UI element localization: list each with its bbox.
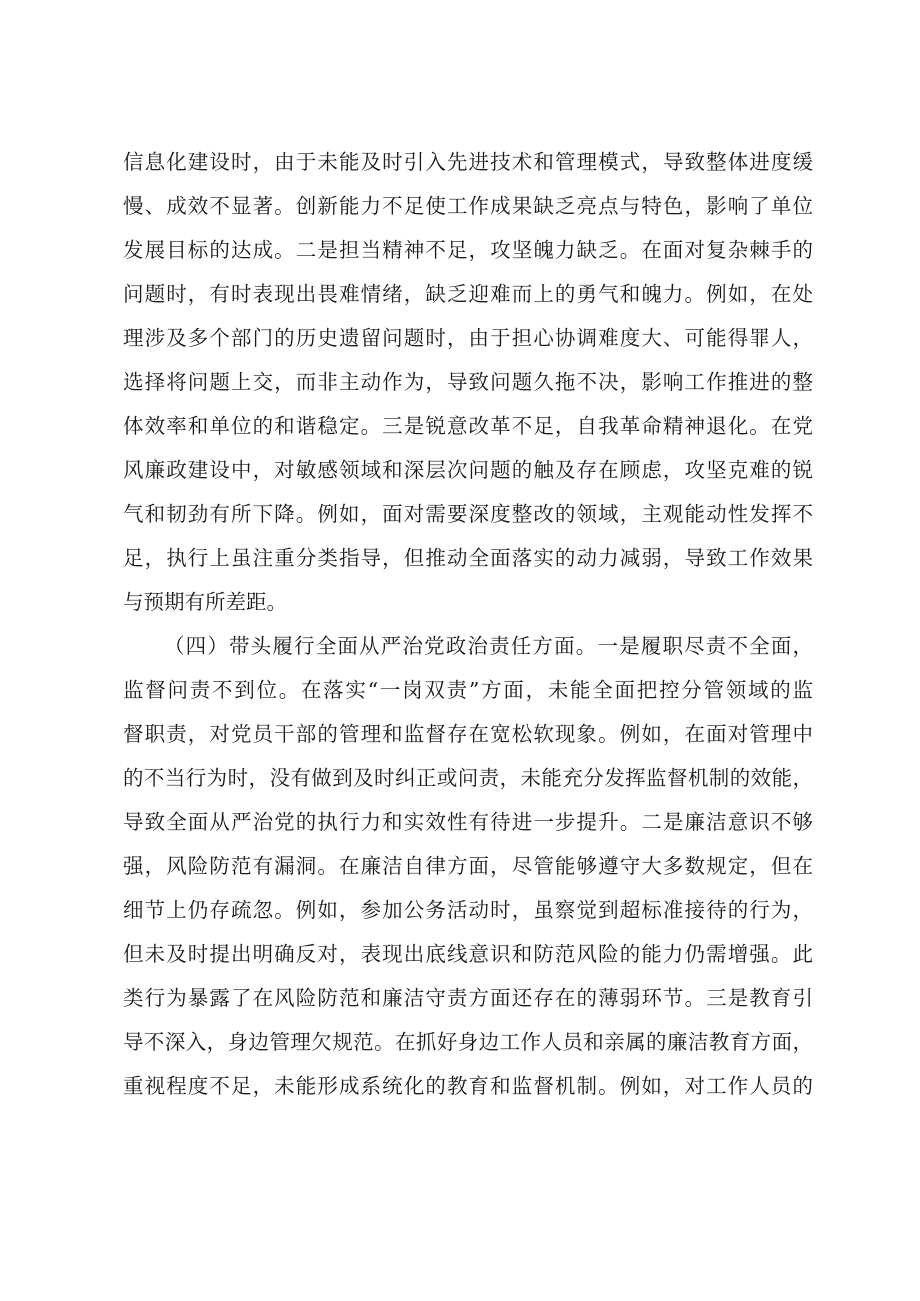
paragraph-2-line-7: 细节上仍存疏忽。例如，参加公务活动时，虽察觉到超标准接待的行为， — [123, 898, 813, 922]
paragraph-2 — [123, 624, 813, 1108]
paragraph-1-line-8: 风廉政建设中，对敏感领域和深层次问题的触及存在顾虑，攻坚克难的锐 — [123, 458, 813, 482]
paragraph-2-line-2: 监督问责不到位。在落实“一岗双责”方面，未能全面把控分管领域的监 — [123, 678, 813, 702]
paragraph-1 — [123, 140, 813, 624]
paragraph-2-line-3: 督职责，对党员干部的管理和监督存在宽松软现象。例如，在面对管理中 — [123, 722, 813, 746]
paragraph-1-line-1: 信息化建设时，由于未能及时引入先进技术和管理模式，导致整体进度缓 — [123, 150, 813, 174]
paragraph-1-line-9: 气和韧劲有所下降。例如，面对需要深度整改的领域，主观能动性发挥不 — [123, 502, 813, 526]
paragraph-1-line-10: 足，执行上虽注重分类指导，但推动全面落实的动力减弱，导致工作效果 — [123, 546, 813, 570]
paragraph-2-line-9: 类行为暴露了在风险防范和廉洁守责方面还存在的薄弱环节。三是教育引 — [123, 986, 813, 1010]
paragraph-1-line-3: 发展目标的达成。二是担当精神不足，攻坚魄力缺乏。在面对复杂棘手的 — [123, 238, 813, 262]
paragraph-2-line-4: 的不当行为时，没有做到及时纠正或问责，未能充分发挥监督机制的效能， — [123, 766, 813, 790]
paragraph-1-line-5: 理涉及多个部门的历史遗留问题时，由于担心协调难度大、可能得罪人， — [123, 326, 813, 350]
paragraph-2-line-1: （四）带头履行全面从严治党政治责任方面。一是履职尽责不全面， — [164, 634, 813, 658]
paragraph-2-line-11: 重视程度不足，未能形成系统化的教育和监督机制。例如，对工作人员的 — [123, 1074, 813, 1098]
paragraph-1-line-6: 选择将问题上交，而非主动作为，导致问题久拖不决，影响工作推进的整 — [123, 370, 813, 394]
paragraph-2-line-6: 强，风险防范有漏洞。在廉洁自律方面，尽管能够遵守大多数规定，但在 — [123, 854, 813, 878]
paragraph-2-line-5: 导致全面从严治党的执行力和实效性有待进一步提升。二是廉洁意识不够 — [123, 810, 813, 834]
paragraph-2-line-10: 导不深入，身边管理欠规范。在抓好身边工作人员和亲属的廉洁教育方面， — [123, 1030, 813, 1054]
paragraph-1-line-4: 问题时，有时表现出畏难情绪，缺乏迎难而上的勇气和魄力。例如，在处 — [123, 282, 813, 306]
paragraph-1-line-7: 体效率和单位的和谐稳定。三是锐意改革不足，自我革命精神退化。在党 — [123, 414, 813, 438]
paragraph-1-line-11: 与预期有所差距。 — [123, 590, 287, 614]
paragraph-1-line-2: 慢、成效不显著。创新能力不足使工作成果缺乏亮点与特色，影响了单位 — [123, 194, 813, 218]
paragraph-2-line-8: 但未及时提出明确反对，表现出底线意识和防范风险的能力仍需增强。此 — [123, 942, 813, 966]
